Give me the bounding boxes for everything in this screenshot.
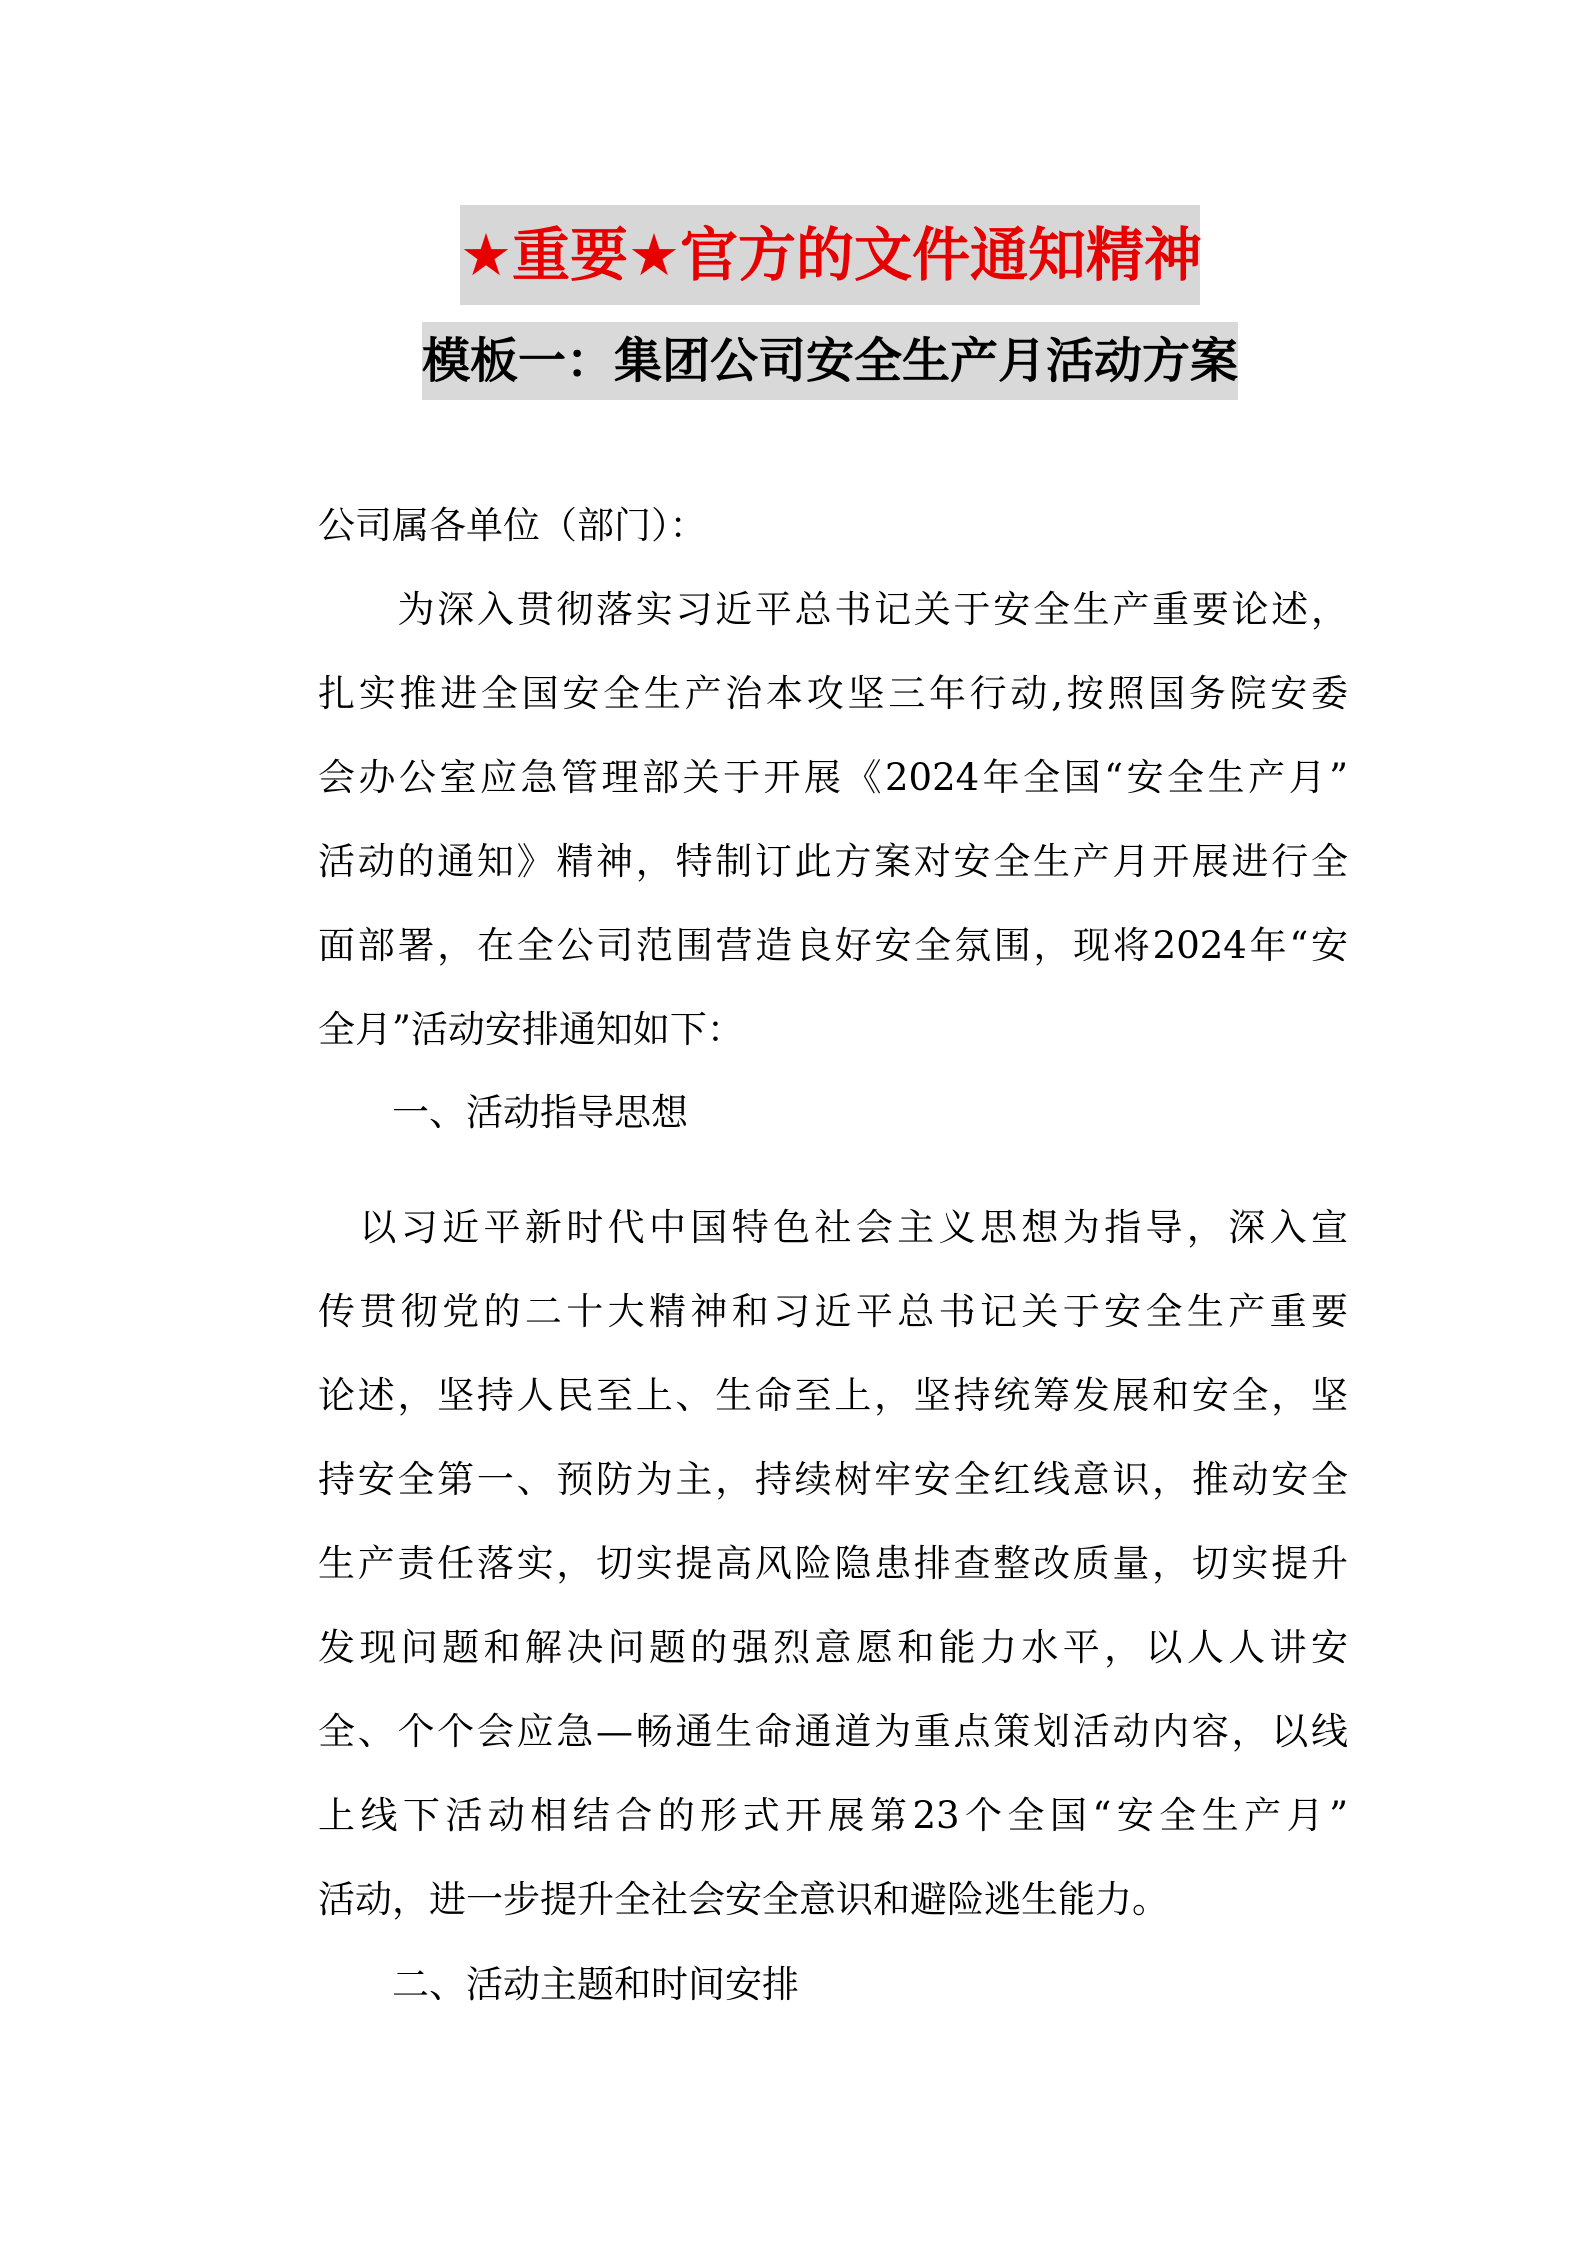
paragraph-line: 全月”活动安排通知如下： (318, 1008, 744, 1051)
salutation: 公司属各单位（部门）： (318, 504, 707, 547)
paragraph-line: 以习近平新时代中国特色社会主义思想为指导，深入宣 (318, 1206, 1348, 1249)
paragraph-line: 论述，坚持人民至上、生命至上，坚持统筹发展和安全，坚 (318, 1374, 1348, 1417)
paragraph-line: 活动，进一步提升全社会安全意识和避险逃生能力。 (318, 1878, 1169, 1921)
paragraph-line: 持安全第一、预防为主，持续树牢安全红线意识，推动安全 (318, 1458, 1348, 1501)
section-heading: 一、活动指导思想 (318, 1091, 688, 1134)
section-heading: 二、活动主题和时间安排 (318, 1963, 799, 2006)
paragraph-line: 生产责任落实，切实提高风险隐患排查整改质量，切实提升 (318, 1542, 1348, 1585)
document-subtitle: 模板一：集团公司安全生产月活动方案 (422, 322, 1238, 400)
paragraph-line: 面部署，在全公司范围营造良好安全氛围，现将2024年“安 (318, 924, 1348, 967)
paragraph-line: 传贯彻党的二十大精神和习近平总书记关于安全生产重要 (318, 1290, 1348, 1333)
paragraph-line: 发现问题和解决问题的强烈意愿和能力水平，以人人讲安 (318, 1626, 1348, 1669)
important-notice-banner: ★重要★官方的文件通知精神 (460, 205, 1200, 305)
paragraph-line: 全、个个会应急—畅通生命通道为重点策划活动内容，以线 (318, 1710, 1348, 1753)
paragraph-line: 会办公室应急管理部关于开展《2024年全国“安全生产月” (318, 756, 1348, 799)
paragraph-line: 上线下活动相结合的形式开展第23个全国“安全生产月” (318, 1794, 1348, 1837)
paragraph-line: 活动的通知》精神，特制订此方案对安全生产月开展进行全 (318, 840, 1348, 883)
paragraph-line: 扎实推进全国安全生产治本攻坚三年行动,按照国务院安委 (318, 672, 1348, 715)
paragraph-line: 为深入贯彻落实习近平总书记关于安全生产重要论述， (318, 588, 1348, 631)
